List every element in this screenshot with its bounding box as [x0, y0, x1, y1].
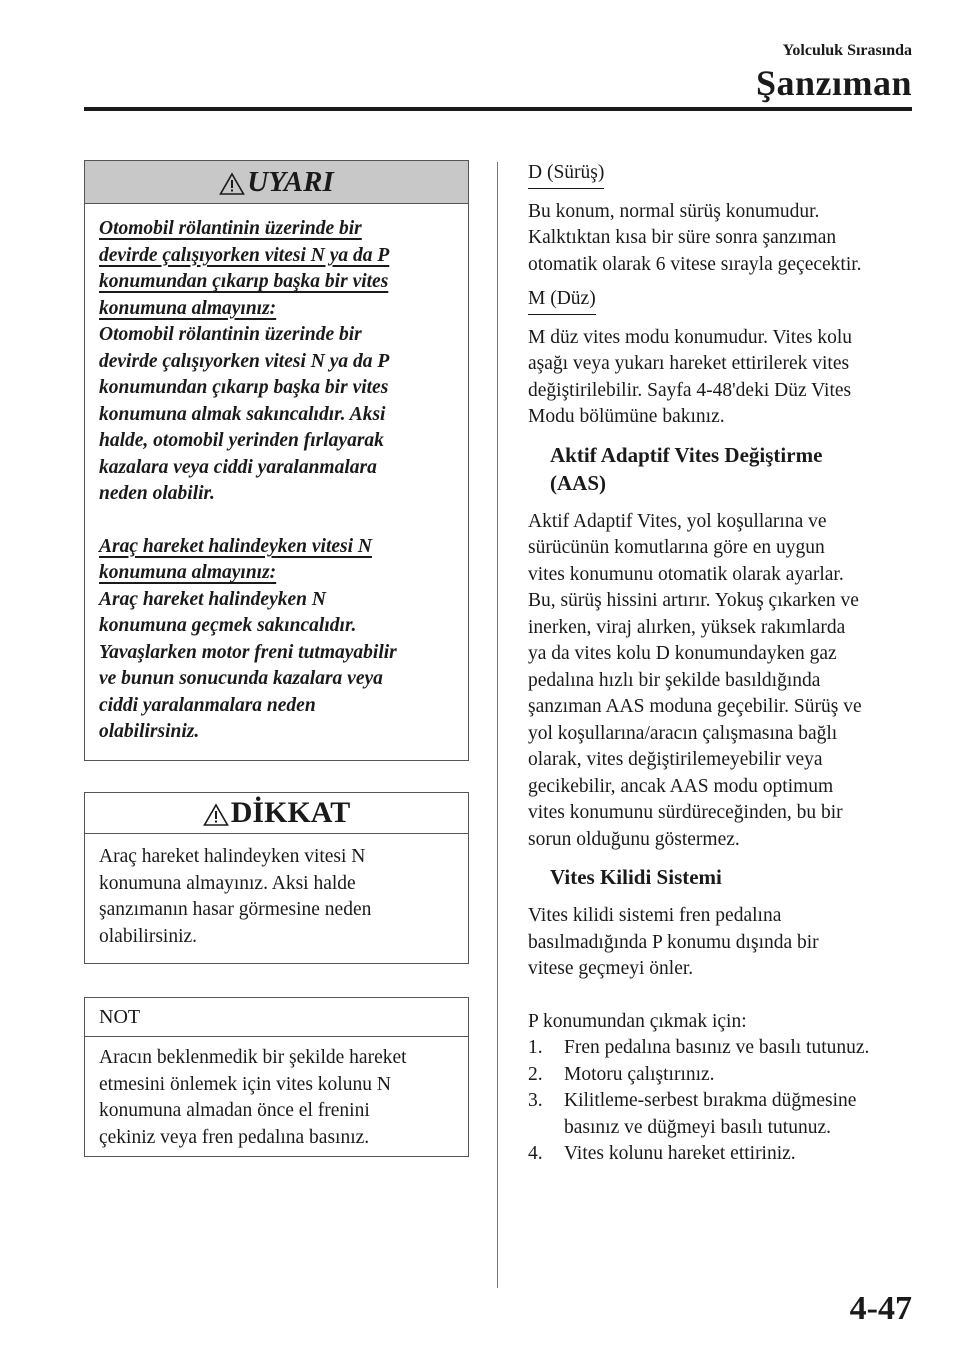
- column-divider: [497, 162, 498, 1288]
- text-line: değiştirilebilir. Sayfa 4-48'deki Düz Vites: [528, 379, 852, 401]
- step-text: Fren pedalına basınız ve basılı tutunuz.: [564, 1037, 870, 1058]
- text-line: vites konumunu otomatik olarak ayarlar.: [528, 563, 844, 585]
- text-line: yol koşullarına/aracın çalışmasına bağlı: [528, 722, 838, 744]
- aas-heading: [528, 441, 918, 497]
- warning-heading-line: Araç hareket halindeyken vitesi N: [99, 535, 372, 557]
- caution-line: Araç hareket halindeyken vitesi N: [99, 846, 366, 867]
- text-line: sorun olduğunu göstermez.: [528, 828, 740, 850]
- p-intro: P konumundan çıkmak için:: [528, 1010, 747, 1032]
- warning-header: [85, 161, 468, 204]
- text-line: vitese geçmeyi önler.: [528, 958, 694, 979]
- note-line: konumuna almadan önce el frenini: [99, 1100, 370, 1121]
- note-box: [84, 997, 469, 1157]
- warning-body-line: olabilirsiniz.: [99, 721, 200, 742]
- warning-heading-line: devirde çalışıyorken vitesi N ya da P: [99, 244, 390, 266]
- warning-body-line: konumuna almak sakıncalıdır. Aksi: [99, 403, 386, 425]
- text-line: pedalına hızlı bir şekilde basıldığında: [528, 669, 821, 691]
- caution-line: şanzımanın hasar görmesine neden: [99, 899, 372, 920]
- step-number: 3.: [528, 1090, 543, 1111]
- warning-paragraph: [99, 534, 454, 746]
- text-line: olarak, vites değiştirilemeyebilir veya: [528, 749, 823, 770]
- note-header: [85, 998, 468, 1037]
- text-line: gecikebilir, ancak AAS modu optimum: [528, 775, 834, 797]
- step-text: basınız ve düğmeyi basılı tutunuz.: [564, 1116, 831, 1138]
- text-line: ya da vites kolu D konumundayken gaz: [528, 643, 837, 664]
- caution-line: olabilirsiniz.: [99, 925, 198, 947]
- warning-body-line: konumundan çıkarıp başka bir vites: [99, 377, 389, 398]
- list-item: [528, 1062, 918, 1089]
- lock-text: [528, 903, 918, 983]
- heading-line: Aktif Adaptif Vites Değiştirme: [550, 442, 823, 467]
- warning-triangle-icon: [203, 803, 229, 827]
- text-line: otomatik olarak 6 vitese sırayla geçecektir.: [528, 253, 862, 275]
- text-line: vites konumunu sürdüreceğinden, bu bir: [528, 802, 843, 823]
- warning-triangle-icon: [219, 172, 245, 196]
- text-line: basılmadığında P konumu dışında bir: [528, 931, 819, 953]
- step-number: 1.: [528, 1037, 543, 1058]
- list-item: [528, 1035, 918, 1062]
- text-line: Aktif Adaptif Vites, yol koşullarına ve: [528, 510, 827, 532]
- text-line: Bu konum, normal sürüş konumudur.: [528, 200, 820, 222]
- text-line: sürücünün komutlarına göre en uygun: [528, 537, 825, 558]
- text-line: aşağı veya yukarı hareket ettirilerek vites: [528, 353, 850, 374]
- warning-heading-line: konumuna almayınız:: [99, 297, 277, 319]
- list-item: [528, 1088, 918, 1141]
- header-section: Yolculuk Sırasında: [782, 42, 912, 59]
- text-line: Vites kilidi sistemi fren pedalına: [528, 905, 782, 926]
- d-text: [528, 199, 918, 279]
- text-line: Kalktıktan kısa bir süre sonra şanzıman: [528, 227, 837, 248]
- steps-list: [528, 1035, 918, 1168]
- m-heading: M (Düz): [528, 286, 596, 315]
- text-line: inerken, viraj alırken, yüksek rakımlarda: [528, 616, 846, 638]
- warning-box: [84, 160, 469, 761]
- note-title: NOT: [99, 1006, 141, 1028]
- header-rule: [84, 107, 912, 111]
- step-text: Vites kolunu hareket ettiriniz.: [564, 1143, 796, 1164]
- warning-body-line: neden olabilir.: [99, 483, 215, 504]
- note-line: etmesini önlemek için vites kolunu N: [99, 1073, 391, 1095]
- caution-box: [84, 792, 469, 964]
- heading-line: (AAS): [550, 470, 606, 495]
- text-line: Modu bölümüne bakınız.: [528, 406, 725, 427]
- warning-title: UYARI: [247, 166, 334, 198]
- warning-heading-line: konumundan çıkarıp başka bir vites: [99, 271, 389, 292]
- header-title: Şanzıman: [755, 63, 912, 103]
- note-line: çekiniz veya fren pedalına basınız.: [99, 1126, 370, 1148]
- warning-body-line: devirde çalışıyorken vitesi N ya da P: [99, 350, 390, 372]
- warning-body-line: kazalara veya ciddi yaralanmalara: [99, 456, 377, 478]
- warning-body-line: ve bunun sonucunda kazalara veya: [99, 668, 383, 689]
- aas-text: [528, 509, 918, 854]
- page-number: 4-47: [849, 1290, 912, 1327]
- m-text: [528, 325, 918, 431]
- warning-heading-line: konumuna almayınız:: [99, 562, 277, 583]
- caution-line: konumuna almayınız. Aksi halde: [99, 872, 356, 894]
- text-line: şanzıman AAS moduna geçebilir. Sürüş ve: [528, 696, 862, 717]
- step-text: Kilitleme-serbest bırakma düğmesine: [564, 1090, 857, 1111]
- warning-body-line: Otomobil rölantinin üzerinde bir: [99, 324, 362, 345]
- caution-header: [85, 793, 468, 834]
- text-line: M düz vites modu konumudur. Vites kolu: [528, 326, 853, 348]
- warning-body-line: halde, otomobil yerinden fırlayarak: [99, 430, 384, 451]
- warning-heading-line: Otomobil rölantinin üzerinde bir: [99, 218, 362, 239]
- warning-body-line: konumuna geçmek sakıncalıdır.: [99, 615, 357, 636]
- warning-body-line: ciddi yaralanmalara neden: [99, 694, 316, 716]
- step-number: 2.: [528, 1063, 543, 1085]
- caution-title: DİKKAT: [230, 796, 351, 829]
- warning-body-line: Yavaşlarken motor freni tutmayabilir: [99, 641, 397, 663]
- note-line: Aracın beklenmedik bir şekilde hareket: [99, 1047, 407, 1068]
- text-line: Bu, sürüş hissini artırır. Yokuş çıkarken ve: [528, 590, 859, 611]
- step-text: Motoru çalıştırınız.: [564, 1063, 715, 1085]
- list-item: [528, 1141, 918, 1168]
- warning-paragraph: [99, 216, 454, 508]
- step-number: 4.: [528, 1143, 543, 1164]
- right-column: [528, 160, 918, 1168]
- lock-heading: Vites Kilidi Sistemi: [550, 865, 722, 889]
- d-heading: D (Sürüş): [528, 160, 604, 189]
- warning-body-line: Araç hareket halindeyken N: [99, 588, 326, 610]
